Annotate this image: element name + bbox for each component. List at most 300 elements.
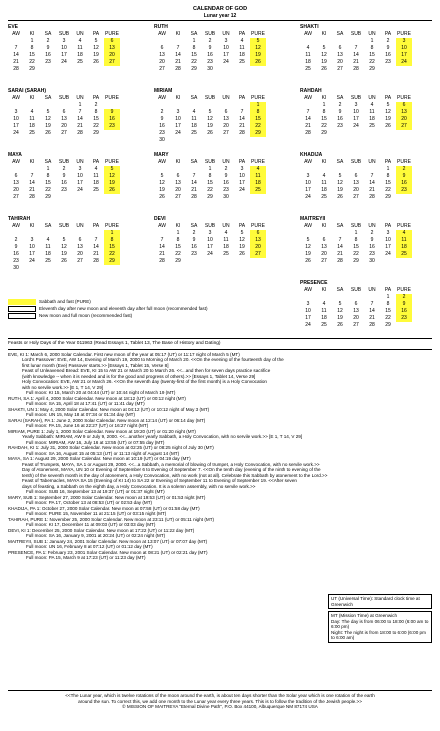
day-cell: 30 — [13, 265, 19, 271]
day-cell: 18 — [305, 59, 311, 65]
weekday-header-row — [8, 31, 140, 38]
weekday-label: SA — [44, 31, 52, 37]
feast-entry: with no servile work.>> [E 1, T 14, V 29] — [22, 384, 104, 390]
week-row — [154, 38, 286, 45]
day-cell: 10 — [77, 173, 83, 179]
month-name: DEVI — [154, 216, 166, 222]
day-cell: 2 — [14, 237, 18, 243]
weekday-label: UN — [222, 223, 230, 229]
day-cell: 15 — [321, 116, 327, 122]
day-cell: 14 — [369, 308, 375, 314]
day-cell: 7 — [176, 45, 180, 51]
day-cell: 9 — [386, 45, 390, 51]
week-row — [300, 116, 432, 123]
day-cell: 15 — [207, 180, 213, 186]
day-cell: 17 — [61, 52, 67, 58]
week-row — [154, 137, 286, 144]
day-cell: 11 — [239, 45, 245, 51]
day-cell: 6 — [224, 109, 228, 115]
day-cell — [56, 230, 72, 237]
day-cell: 16 — [385, 52, 391, 58]
day-cell: 26 — [104, 187, 120, 194]
day-cell: 9 — [396, 301, 412, 308]
day-cell: 13 — [321, 244, 327, 250]
month-calendar — [8, 152, 140, 214]
day-cell: 8 — [46, 173, 50, 179]
day-cell: 27 — [353, 194, 359, 200]
weekday-label: SUB — [350, 95, 362, 101]
feast-entry: Lord's Passover: EVE, AW 14, Evening of March 19, 2000 to Morning of March 20. <<On the evening of the fourteenth day of the — [22, 357, 284, 362]
weekday-label: UN — [368, 159, 376, 165]
day-cell: 2 — [396, 294, 412, 301]
day-cell: 4 — [306, 45, 310, 51]
weekday-label: PURE — [105, 95, 119, 101]
day-cell: 13 — [175, 180, 181, 186]
day-cell: 29 — [29, 66, 35, 72]
day-cell: 6 — [396, 102, 412, 109]
day-cell: 14 — [353, 52, 359, 58]
day-cell: 27 — [13, 194, 19, 200]
day-cell: 16 — [13, 251, 19, 257]
day-cell: 12 — [321, 52, 327, 58]
day-cell: 29 — [45, 194, 51, 200]
day-cell: 11 — [321, 180, 327, 186]
day-cell: 17 — [77, 180, 83, 186]
week-row — [300, 173, 432, 180]
week-row — [154, 173, 286, 180]
weekday-label: KI — [29, 159, 35, 165]
day-cell: 16 — [61, 180, 67, 186]
day-cell: 29 — [385, 322, 391, 328]
week-row — [300, 102, 432, 109]
day-cell: 28 — [191, 194, 197, 200]
day-cell: 2 — [386, 38, 390, 44]
day-cell: 6 — [160, 45, 164, 51]
month-name: EVE — [8, 24, 19, 30]
day-cell: 10 — [223, 45, 229, 51]
feast-entry: MARY, SUB 1: September 27, 2000 Solar Calendar. New moon at 19:53 (UT) or 01:53 night (MT) — [8, 494, 206, 500]
day-cell: 28 — [13, 66, 19, 72]
day-cell: 9 — [46, 45, 50, 51]
weekday-label: PURE — [251, 31, 265, 37]
day-cell: 22 — [104, 251, 120, 258]
day-cell: 17 — [396, 52, 412, 59]
day-cell — [316, 38, 332, 45]
day-cell: 28 — [353, 66, 359, 72]
day-cell: 5 — [322, 45, 326, 51]
day-cell: 22 — [207, 187, 213, 193]
day-cell: 5 — [338, 173, 342, 179]
day-cell: 16 — [396, 308, 412, 315]
day-cell: 11 — [321, 308, 327, 314]
day-cell — [170, 166, 186, 173]
day-cell — [88, 230, 104, 237]
day-cell — [332, 166, 348, 173]
day-cell: 15 — [175, 244, 181, 250]
day-cell: 14 — [77, 116, 83, 122]
feast-entry: MAITREYII, SUB 1: January 24, 2001 Solar Calendar. New moon at 13:07 (UT) or 07:07 day (MT) — [8, 538, 208, 544]
ut-note: UT (Universal Time): Standard clock time at Greenwich — [328, 594, 432, 609]
day-cell: 27 — [175, 194, 181, 200]
weekday-label: SUB — [204, 159, 216, 165]
day-cell: 23 — [223, 187, 229, 193]
day-cell: 17 — [385, 244, 391, 250]
day-cell: 16 — [45, 52, 51, 58]
day-cell — [154, 230, 170, 237]
week-row — [154, 109, 286, 116]
day-cell: 11 — [223, 237, 229, 243]
day-cell: 25 — [223, 251, 229, 257]
weekday-label: AW — [12, 95, 20, 101]
day-cell: 22 — [250, 123, 266, 130]
day-cell: 25 — [45, 258, 51, 264]
day-cell: 26 — [61, 258, 67, 264]
feast-entry: TAHIRAH, PURE 1: November 25, 2000 Solar Calendar. New moon at 23:11 (UT) or 05:11 night (MT) — [8, 516, 215, 522]
day-cell: 3 — [62, 38, 66, 44]
day-cell — [300, 166, 316, 173]
day-cell: 10 — [305, 180, 311, 186]
weekday-header-row — [154, 95, 286, 102]
feast-entry: Full moon: PURE 15, November 11 at 21:15 (UT) or 03:15 night (MT) — [26, 511, 167, 516]
weekday-label: PURE — [251, 223, 265, 229]
day-cell: 15 — [93, 116, 99, 122]
day-cell: 5 — [250, 38, 266, 45]
day-cell: 22 — [385, 187, 391, 193]
day-cell: 21 — [305, 123, 311, 129]
legend — [8, 298, 432, 319]
day-cell: 23 — [191, 251, 197, 257]
weekday-label: SA — [44, 223, 52, 229]
weekday-label: SUB — [204, 95, 216, 101]
day-cell: 2 — [370, 230, 374, 236]
week-row — [300, 130, 432, 137]
week-row — [8, 66, 140, 73]
day-cell: 24 — [305, 322, 311, 328]
day-cell: 3 — [176, 109, 180, 115]
day-cell: 18 — [250, 180, 266, 187]
day-cell: 3 — [78, 166, 82, 172]
day-cell: 28 — [369, 322, 375, 328]
day-cell — [234, 102, 250, 109]
day-cell: 15 — [191, 52, 197, 58]
week-row — [8, 38, 140, 45]
day-cell: 22 — [385, 315, 391, 321]
week-row — [154, 230, 286, 237]
day-cell: 3 — [208, 230, 212, 236]
day-cell: 28 — [337, 258, 343, 264]
day-cell: 18 — [321, 315, 327, 321]
month-name: MAITREYII — [300, 216, 326, 222]
weekday-header-row — [154, 223, 286, 230]
day-cell: 22 — [353, 251, 359, 257]
day-cell: 1 — [208, 166, 212, 172]
day-cell: 23 — [396, 187, 412, 194]
day-cell: 9 — [338, 109, 342, 115]
feast-entry: MIRIAM, PURE 1: July 1, 2000 Solar Calendar. New moon at 19:20 (UT) or 01:20 night (MT) — [8, 428, 196, 434]
weekday-label: AW — [304, 159, 312, 165]
header — [8, 6, 432, 21]
day-cell: 8 — [104, 237, 120, 244]
week-row — [8, 194, 140, 201]
day-cell: 3 — [224, 38, 228, 44]
day-cell: 26 — [45, 130, 51, 136]
weekday-label: PURE — [397, 95, 411, 101]
day-cell: 19 — [250, 52, 266, 59]
weekday-header-row — [8, 95, 140, 102]
feast-entry: SARAI (SARAH), PA 1: June 2, 2000 Solar Calendar. New moon at 12:14 (UT) or 06:14 day (MT) — [8, 417, 206, 423]
day-cell: 21 — [369, 187, 375, 193]
day-cell: 25 — [396, 251, 412, 258]
day-cell — [40, 102, 56, 109]
weekday-label: PURE — [105, 31, 119, 37]
day-cell: 12 — [239, 237, 245, 243]
weekday-label: PA — [384, 159, 392, 165]
day-cell: 20 — [321, 251, 327, 257]
day-cell: 7 — [370, 173, 374, 179]
feast-entry: Day of Atonement, MAYA, UN 10 or Evening of September 6 to Evening of September 7. <<On the tenth day (evening of the ninth to evening of the — [22, 467, 321, 472]
day-cell: 1 — [46, 166, 50, 172]
weekday-label: UN — [368, 31, 376, 37]
day-cell: 6 — [322, 237, 326, 243]
day-cell: 3 — [306, 301, 310, 307]
day-cell: 15 — [104, 244, 120, 251]
feast-entry: PRESENCE, PA 1: February 23, 2001 Solar Calendar. New moon at 08:21 (UT) or 02:21 day (MT) — [8, 549, 208, 555]
day-cell: 16 — [396, 180, 412, 187]
day-cell — [348, 38, 364, 45]
feasts-section — [8, 338, 432, 561]
weekday-label: PA — [92, 31, 100, 37]
day-cell — [40, 230, 56, 237]
weekday-label: PURE — [397, 287, 411, 293]
day-cell: 20 — [396, 116, 412, 123]
mt-note: MT (Mission Time) at Greenwich Day: The day is from 06:00 to 18:00 (6:00 am to 6:00 pm) Night: The night is from 18:00 to 6:00 (6:00 pm to 6:00 am) — [328, 611, 432, 643]
day-cell: 10 — [13, 116, 19, 122]
day-cell — [56, 102, 72, 109]
day-cell: 23 — [385, 59, 391, 65]
day-cell: 17 — [223, 52, 229, 58]
weekday-label: SUB — [350, 159, 362, 165]
week-row — [154, 45, 286, 52]
weekday-label: SA — [336, 223, 344, 229]
day-cell: 21 — [159, 251, 165, 257]
page-title: CALENDAR OF GOD — [192, 6, 248, 12]
feast-entry: Full moon: SA 16, January 9, 2001 at 20:24 (UT) or 02:24 night (MT) — [26, 533, 166, 538]
day-cell: 17 — [175, 123, 181, 129]
day-cell: 14 — [369, 180, 375, 186]
day-cell: 16 — [223, 180, 229, 186]
feast-entry: Full moon: KI 15, March 20 at 04:44 (UT) or 10:44 night of March 19 (MT) — [26, 390, 176, 395]
day-cell: 20 — [13, 187, 19, 193]
day-cell: 11 — [250, 173, 266, 180]
day-cell: 7 — [370, 301, 374, 307]
weekday-label: KI — [321, 223, 327, 229]
week-row — [300, 244, 432, 251]
weekday-label: PURE — [251, 159, 265, 165]
day-cell: 28 — [369, 194, 375, 200]
month-calendar — [154, 152, 286, 214]
day-cell: 22 — [369, 59, 375, 65]
weekday-label: SUB — [350, 223, 362, 229]
day-cell: 8 — [386, 301, 390, 307]
legend-swatch-box — [8, 306, 36, 312]
day-cell — [8, 102, 24, 109]
day-cell: 27 — [337, 66, 343, 72]
day-cell: 23 — [159, 130, 165, 136]
day-cell: 2 — [160, 109, 164, 115]
weekday-label: SA — [190, 223, 198, 229]
weekday-label: UN — [76, 159, 84, 165]
day-cell: 9 — [160, 116, 164, 122]
day-cell: 8 — [30, 45, 34, 51]
weekday-label: KI — [321, 31, 327, 37]
day-cell: 3 — [30, 237, 34, 243]
day-cell: 12 — [93, 45, 99, 51]
weekday-label: SUB — [204, 223, 216, 229]
feast-entry: Feast of Tabernacles, MAYA SA 15 (Evening of KI 14) to SA 22 or Evening of September 11 to Evening of September 19. <<After seven — [22, 478, 297, 483]
day-cell: 6 — [338, 45, 342, 51]
day-cell: 28 — [175, 66, 181, 72]
day-cell: 27 — [104, 59, 120, 66]
day-cell: 15 — [353, 244, 359, 250]
day-cell: 16 — [369, 244, 375, 250]
month-calendar — [300, 88, 432, 150]
month-calendar — [300, 216, 432, 278]
day-cell: 29 — [353, 258, 359, 264]
day-cell: 20 — [353, 315, 359, 321]
week-row — [8, 230, 140, 237]
day-cell — [332, 38, 348, 45]
weekday-label: KI — [175, 159, 181, 165]
weekday-header-row — [300, 95, 432, 102]
day-cell: 18 — [45, 251, 51, 257]
day-cell: 22 — [29, 59, 35, 65]
week-row — [8, 59, 140, 66]
day-cell — [300, 102, 316, 109]
day-cell: 1 — [354, 230, 358, 236]
week-row — [300, 258, 432, 265]
day-cell: 17 — [13, 123, 19, 129]
weekday-label: PURE — [105, 159, 119, 165]
day-cell: 30 — [223, 194, 229, 200]
day-cell: 19 — [159, 187, 165, 193]
day-cell — [364, 166, 380, 173]
day-cell: 22 — [93, 123, 99, 129]
day-cell: 11 — [45, 244, 51, 250]
day-cell: 4 — [192, 109, 196, 115]
day-cell: 25 — [250, 187, 266, 194]
week-row — [154, 251, 286, 258]
day-cell: 13 — [77, 244, 83, 250]
day-cell: 19 — [104, 180, 120, 187]
day-cell: 5 — [208, 109, 212, 115]
day-cell: 7 — [306, 109, 310, 115]
day-cell — [348, 166, 364, 173]
day-cell: 23 — [207, 59, 213, 65]
day-cell: 24 — [77, 187, 83, 193]
month-name: TAHIRAH — [8, 216, 31, 222]
day-cell: 5 — [46, 109, 50, 115]
week-row — [300, 166, 432, 173]
legend-item-moon: New moon and full moon (recommended fast) — [8, 312, 432, 319]
day-cell: 24 — [61, 59, 67, 65]
day-cell: 18 — [93, 180, 99, 186]
day-cell: 29 — [385, 194, 391, 200]
day-cell: 15 — [385, 180, 391, 186]
day-cell — [316, 230, 332, 237]
day-cell: 26 — [250, 59, 266, 66]
day-cell: 2 — [62, 166, 66, 172]
feast-entry: Feast of Unleavened Bread: EVE, KI 15 to AW 21 or March 20 to March 26. <<...and then for seven days practice sacrifice — [22, 368, 271, 373]
day-cell — [332, 230, 348, 237]
weekday-label: KI — [29, 223, 35, 229]
month-calendar — [300, 24, 432, 86]
feast-entry: Full moon: UN 16, February 8 at 07:12 (UT) or 01:12 day (MT) — [26, 544, 153, 549]
day-cell: 9 — [396, 173, 412, 180]
day-cell: 12 — [305, 244, 311, 250]
day-cell: 30 — [369, 258, 375, 264]
week-row — [300, 59, 432, 66]
day-cell: 15 — [385, 308, 391, 314]
day-cell: 13 — [353, 180, 359, 186]
day-cell — [218, 102, 234, 109]
feast-entry: Full moon: PA 17, October 13 at 08:53 (UT) or 02:53 day (MT) — [26, 500, 153, 505]
day-cell: 18 — [321, 187, 327, 193]
feast-entry: Full moon: KI 17, December 11 at 09:03 (UT) or 03:03 day (MT) — [26, 522, 156, 527]
day-cell: 25 — [321, 194, 327, 200]
week-row — [154, 237, 286, 244]
day-cell — [8, 38, 24, 45]
day-cell: 22 — [45, 187, 51, 193]
day-cell: 14 — [93, 244, 99, 250]
day-cell: 22 — [191, 59, 197, 65]
page-subtitle: Lunar year 12 — [203, 13, 237, 19]
day-cell: 3 — [306, 173, 310, 179]
weekday-label: SUB — [204, 31, 216, 37]
day-cell: 15 — [45, 180, 51, 186]
week-row — [8, 102, 140, 109]
day-cell: 10 — [385, 237, 391, 243]
weekday-label: SUB — [58, 159, 70, 165]
day-cell: 13 — [104, 45, 120, 52]
weekday-label: KI — [321, 159, 327, 165]
day-cell: 9 — [62, 173, 66, 179]
day-cell: 18 — [369, 116, 375, 122]
day-cell: 8 — [94, 109, 98, 115]
day-cell: 26 — [207, 130, 213, 136]
day-cell: 10 — [29, 244, 35, 250]
day-cell: 11 — [396, 237, 412, 244]
day-cell: 23 — [61, 187, 67, 193]
week-row — [154, 180, 286, 187]
day-cell: 1 — [192, 38, 196, 44]
weekday-label: UN — [222, 159, 230, 165]
weekday-label: UN — [76, 95, 84, 101]
day-cell: 23 — [337, 123, 343, 129]
weekday-label: AW — [12, 31, 20, 37]
day-cell: 14 — [13, 52, 19, 58]
day-cell: 20 — [159, 59, 165, 65]
weekday-label: PA — [238, 31, 246, 37]
feast-entry: days of feasting, a Sabbath on the eighth day, a Holy Convocation. It is a solemn assembly, with no servile work.>> — [22, 483, 256, 489]
day-cell: 11 — [305, 52, 311, 58]
weekday-label: KI — [29, 95, 35, 101]
feast-entry: tenth) of the seventh month is the day of atonement, a Holy Convocation, with no work (not at all). Celebrate this Sabbath by atonement to the Lord.>> — [22, 472, 328, 478]
day-cell: 10 — [239, 173, 245, 179]
day-cell: 20 — [61, 123, 67, 129]
day-cell: 6 — [78, 237, 82, 243]
day-cell: 13 — [61, 116, 67, 122]
day-cell: 6 — [176, 173, 180, 179]
